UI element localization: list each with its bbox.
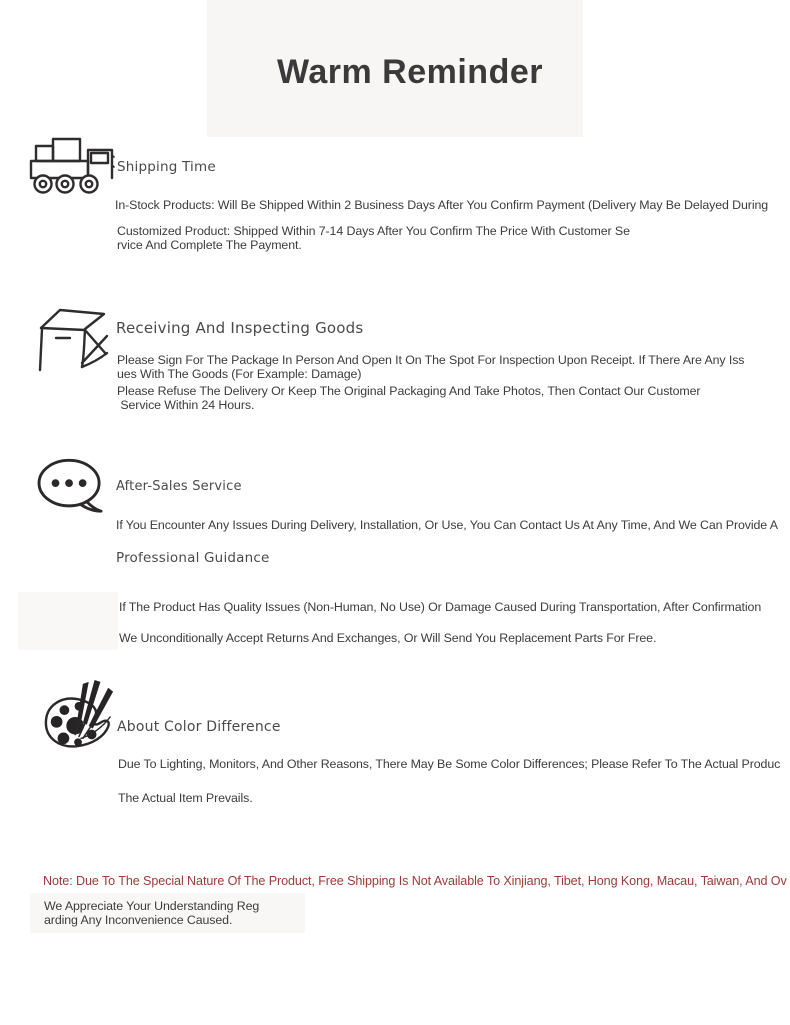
chat-bubble-icon [33, 455, 109, 517]
page-title: Warm Reminder [277, 53, 543, 91]
after-sales-subheading: Professional Guidance [116, 550, 270, 566]
color-paragraph-lighting: Due To Lighting, Monitors, And Other Reasons, There May Be Some Color Differences; Please Refer To The Actual Produc [118, 757, 781, 771]
shipping-restriction-note: Note: Due To The Special Nature Of The Product, Free Shipping Is Not Available To Xinjiang, Tibet, Hong Kong, Macau, Taiwan, And Ov [43, 874, 787, 888]
after-sales-paragraph-quality: If The Product Has Quality Issues (Non-Human, No Use) Or Damage Caused During Transportation, After Confirmation [119, 600, 762, 614]
section-heading-color-difference: About Color Difference [117, 719, 281, 735]
shipping-paragraph-customized: Customized Product: Shipped Within 7-14 Days After You Confirm The Price With Customer Se rvice And Complete The Payment. [117, 224, 630, 253]
receiving-paragraph-refuse: Please Refuse The Delivery Or Keep The Original Packaging And Take Photos, Then Contact Our Customer Service Within 24 Hours. [117, 384, 701, 413]
paint-palette-icon [38, 678, 120, 752]
open-box-icon [33, 297, 113, 377]
shipping-paragraph-instock: In-Stock Products: Will Be Shipped Within 2 Business Days After You Confirm Payment (Delivery May Be Delayed During [115, 198, 769, 212]
background-patch [18, 592, 118, 650]
section-heading-shipping-time: Shipping Time [117, 159, 216, 175]
color-paragraph-actual-item: The Actual Item Prevails. [118, 791, 253, 805]
truck-icon [28, 136, 116, 194]
after-sales-paragraph-contact: If You Encounter Any Issues During Delivery, Installation, Or Use, You Can Contact Us At Any Time, And We Can Provide A [116, 518, 778, 532]
after-sales-paragraph-returns: We Unconditionally Accept Returns And Exchanges, Or Will Send You Replacement Parts For Free. [119, 631, 657, 645]
section-heading-receiving: Receiving And Inspecting Goods [116, 319, 364, 337]
understanding-note: We Appreciate Your Understanding Reg arding Any Inconvenience Caused. [44, 899, 260, 928]
section-heading-after-sales: After-Sales Service [116, 479, 242, 494]
receiving-paragraph-sign: Please Sign For The Package In Person And Open It On The Spot For Inspection Upon Receipt. If There Are Any Iss ues With The Goods (For Example: Damage) [117, 353, 745, 382]
